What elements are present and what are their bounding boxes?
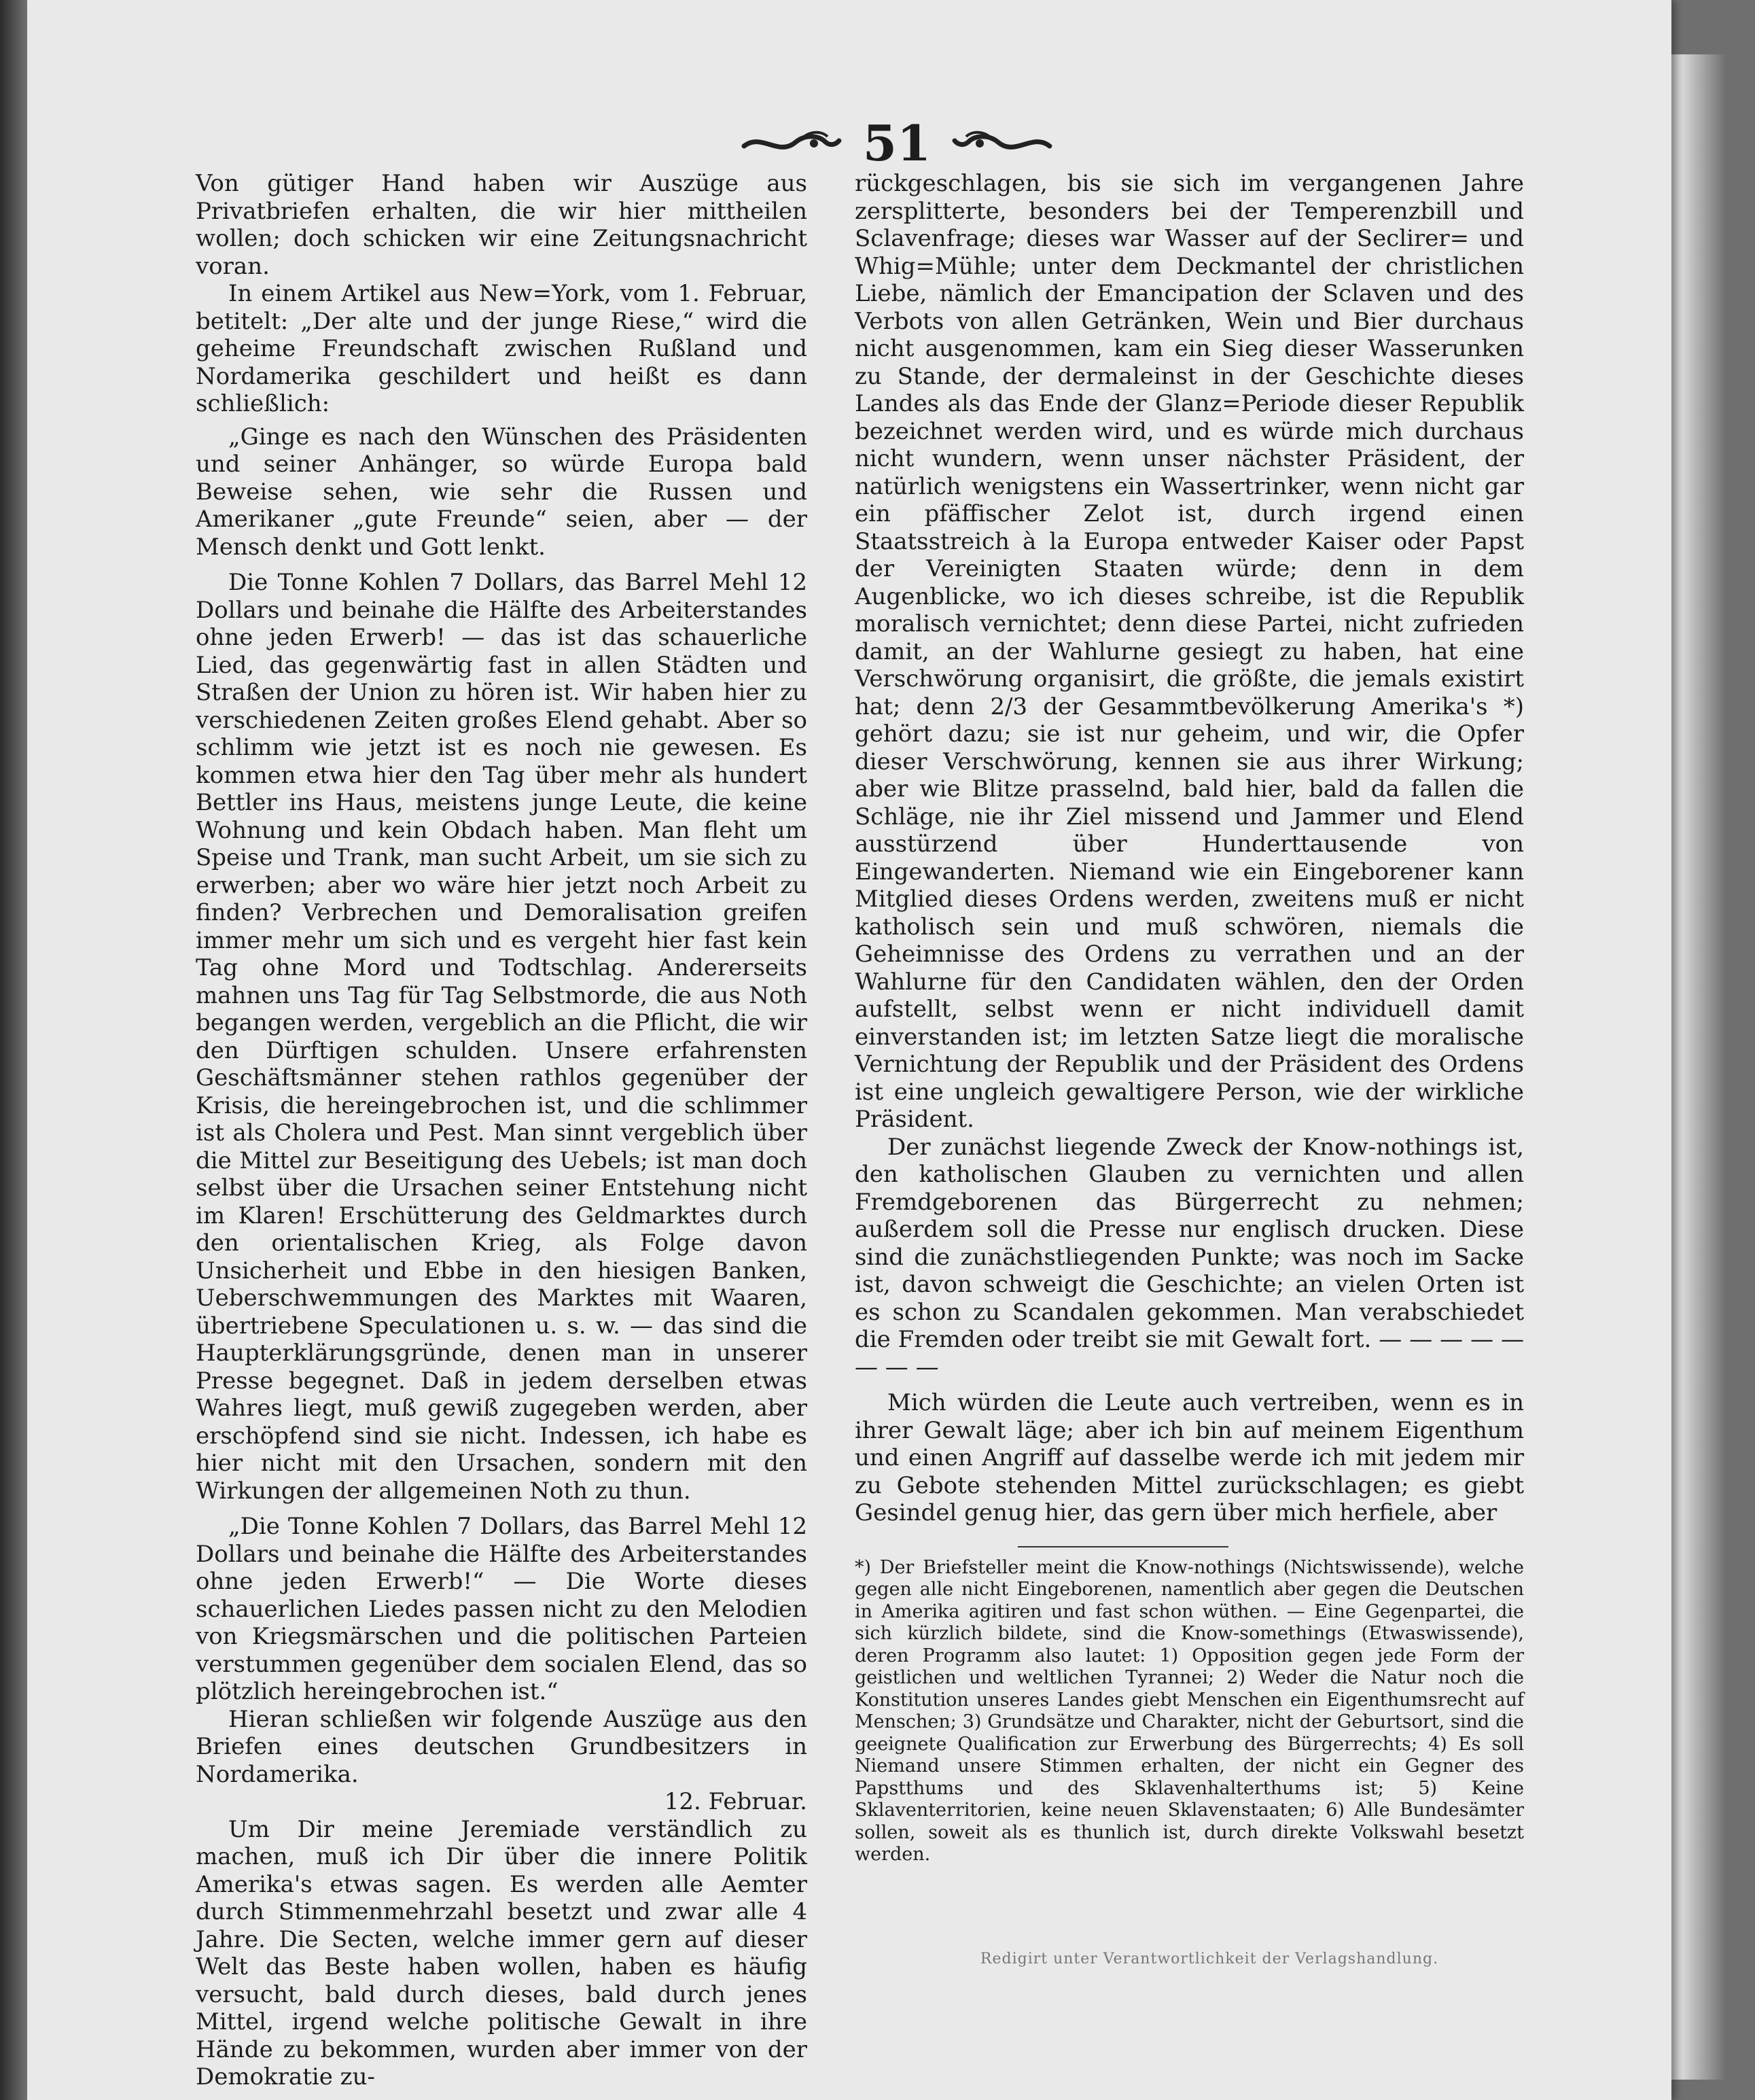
- right-ornament-icon: [951, 126, 1053, 160]
- letter-dateline: 12. Februar.: [664, 1788, 807, 1815]
- page-header: [741, 105, 1053, 180]
- letter-paragraph: Mich würden die Leute auch vertreiben, wenn es in ihrer Gewalt läge; aber ich bin auf meinem Eigenthum und einen Angriff auf dasselbe werde ich mit jedem mir zu Gebote stehenden Mittel zurückschlagen; es giebt Gesindel genug hier, das gern über mich herfiele, aber: [855, 1389, 1524, 1526]
- right-column: [855, 170, 1524, 1866]
- footnote-rule: [1018, 1546, 1228, 1547]
- left-column: [196, 170, 807, 2091]
- body-paragraph: Hieran schließen wir folgende Auszüge aus den Briefen eines deutschen Grundbesitzers in Nordamerika.: [196, 1705, 807, 1788]
- body-paragraph: „Die Tonne Kohlen 7 Dollars, das Barrel Mehl 12 Dollars und beinahe die Hälfte des Arbeiterstandes ohne jeden Erwerb!“ — Die Worte dieses schauerlichen Liedes passen nicht zu den Melodien von Kriegsmärschen und die politischen Parteien verstummen gegenüber dem socialen Elend, das so plötzlich hereingebrochen ist.“: [196, 1513, 807, 1705]
- imprint-line: Redigirt unter Verantwortlichkeit der Verlagshandlung.: [980, 1950, 1439, 1967]
- letter-paragraph: Der zunächst liegende Zweck der Know-nothings ist, den katholischen Glauben zu vernichten und allen Fremdgeborenen das Bürgerrecht zu nehmen; außerdem soll die Presse nur englisch drucken. Diese sind die zunächstliegenden Punkte; was noch im Sacke ist, davon schweigt die Geschichte; an vielen Orten ist es schon zu Scandalen gekommen. Man verabschiedet die Fremden oder treibt sie mit Gewalt fort. — — — — — — — —: [855, 1133, 1524, 1381]
- page-number: 51: [862, 113, 932, 172]
- letter-paragraph: rückgeschlagen, bis sie sich im vergangenen Jahre zersplitterte, besonders bei der Temperenzbill und Sclavenfrage; dieses war Wasser auf der Seclirer= und Whig=Mühle; unter dem Deckmantel der christlichen Liebe, nämlich der Emancipation der Sclaven und des Verbots von allen Getränken, Wein und Bier durchaus nicht ausgenommen, kam ein Sieg dieser Wasserunken zu Stande, der dermaleinst in der Geschichte dieses Landes als das Ende der Glanz=Periode dieser Republik bezeichnet werden wird, und es würde mich durchaus nicht wundern, wenn unser nächster Präsident, der natürlich wenigstens ein Wassertrinker, wenn nicht gar ein pfäffischer Zelot ist, durch irgend einen Staatsstreich à la Europa entweder Kaiser oder Papst der Vereinigten Staaten würde; denn in dem Augenblicke, wo ich dieses schreibe, ist die Republik moralisch vernichtet; denn diese Partei, nicht zufrieden damit, an der Wahlurne gesiegt zu haben, hat eine Verschwörung organisirt, die größte, die jemals existirt hat; denn 2/3 der Gesammtbevölkerung Amerika's *) gehört dazu; sie ist nur geheim, und wir, die Opfer dieser Verschwörung, kennen sie aus ihrer Wirkung; aber wie Blitze prasselnd, bald hier, bald da fallen die Schläge, nie ihr Ziel missend und Jammer und Elend ausstürzend über Hunderttausende von Eingewanderten. Niemand wie ein Eingeborener kann Mitglied dieses Ordens werden, zweitens muß er nicht katholisch sein und muß schwören, niemals die Geheimnisse des Ordens zu verrathen und an der Wahlurne für den Candidaten wählen, den der Orden aufstellt, selbst wenn er nicht individuell damit einverstanden ist; im letzten Satze liegt die moralische Vernichtung der Republik und der Präsident des Ordens ist eine ungleich gewaltigere Person, wie der wirkliche Präsident.: [855, 170, 1524, 1133]
- page-edge: [1665, 54, 1726, 2080]
- article-paragraph: In einem Artikel aus New=York, vom 1. Februar, betitelt: „Der alte und der junge Riese,“ wird die geheime Freundschaft zwischen Rußland und Nordamerika geschildert und heißt es dann schließlich:: [196, 280, 807, 417]
- body-paragraph: Die Tonne Kohlen 7 Dollars, das Barrel Mehl 12 Dollars und beinahe die Hälfte des Arbeiterstandes ohne jeden Erwerb! — das ist das schauerliche Lied, das gegenwärtig fast in allen Städten und Straßen der Union zu hören ist. Wir haben hier zu verschiedenen Zeiten großes Elend gehabt. Aber so schlimm wie jetzt ist es noch nie gewesen. Es kommen etwa hier den Tag über mehr als hundert Bettler ins Haus, meistens junge Leute, die keine Wohnung und kein Obdach haben. Man fleht um Speise und Trank, man sucht Arbeit, um sie sich zu erwerben; aber wo wäre hier jetzt noch Arbeit zu finden? Verbrechen und Demoralisation greifen immer mehr um sich und es vergeht hier fast kein Tag ohne Mord und Todtschlag. Andererseits mahnen uns Tag für Tag Selbstmorde, die aus Noth begangen werden, vergeblich an die Pflicht, die wir den Dürftigen schulden. Unsere erfahrensten Geschäftsmänner stehen rathlos gegenüber der Krisis, die hereingebrochen ist, und die schlimmer ist als Cholera und Pest. Man sinnt vergeblich über die Mittel zur Beseitigung des Uebels; ist man doch selbst über die Ursachen seiner Entstehung nicht im Klaren! Erschütterung des Geldmarktes durch den orientalischen Krieg, als Folge davon Unsicherheit und Ebbe in den hiesigen Banken, Ueberschwemmungen des Marktes mit Waaren, übertriebene Speculationen u. s. w. — das sind die Haupterklärungsgründe, denen man in unserer Presse begegnet. Daß in jedem derselben etwas Wahres liegt, muß gewiß zugegeben werden, aber erschöpfend sind sie nicht. Indessen, ich habe es hier nicht mit den Ursachen, sondern mit den Wirkungen der allgemeinen Noth zu thun.: [196, 569, 807, 1505]
- intro-paragraph: Von gütiger Hand haben wir Auszüge aus Privatbriefen erhalten, die wir hier mittheilen wollen; doch schicken wir eine Zeitungsnachricht voran.: [196, 170, 807, 280]
- quote-paragraph: „Ginge es nach den Wünschen des Präsidenten und seiner Anhänger, so würde Europa bald Beweise sehen, wie sehr die Russen und Amerikaner „gute Freunde“ seien, aber — der Mensch denkt und Gott lenkt.: [196, 423, 807, 561]
- footnote: *) Der Briefsteller meint die Know-nothings (Nichtswissende), welche gegen alle nicht Eingeborenen, namentlich aber gegen die Deutschen in Amerika agitiren und fast schon wüthen. — Eine Gegenpartei, die sich kürzlich bildete, sind die Know-somethings (Etwaswissende), deren Programm also lautet: 1) Opposition gegen jede Form der geistlichen und weltlichen Tyrannei; 2) Weder die Natur noch die Konstitution unseres Landes giebt Menschen ein Eigenthumsrecht auf Menschen; 3) Grundsätze und Charakter, nicht der Geburtsort, sind die geeignete Qualification zur Erwerbung des Bürgerrechts; 4) Es soll Niemand unsere Stimmen erhalten, der nicht ein Gegner des Papstthums und des Sklavenhalterthums ist; 5) Keine Sklaventerritorien, keine neuen Sklavenstaaten; 6) Alle Bundesämter sollen, soweit als es thunlich ist, durch direkte Volkswahl besetzt werden.: [855, 1556, 1524, 1865]
- letter-paragraph: Um Dir meine Jeremiade verständlich zu machen, muß ich Dir über die innere Politik Amerika's etwas sagen. Es werden alle Aemter durch Stimmenmehrzahl besetzt und zwar alle 4 Jahre. Die Secten, welche immer gern auf dieser Welt das Beste haben wollen, haben es häufig versucht, bald durch dieses, bald durch jenes Mittel, irgend welche politische Gewalt in ihre Hände zu bekommen, wurden aber immer von der Demokratie zu-: [196, 1815, 807, 2090]
- left-ornament-icon: [741, 126, 843, 160]
